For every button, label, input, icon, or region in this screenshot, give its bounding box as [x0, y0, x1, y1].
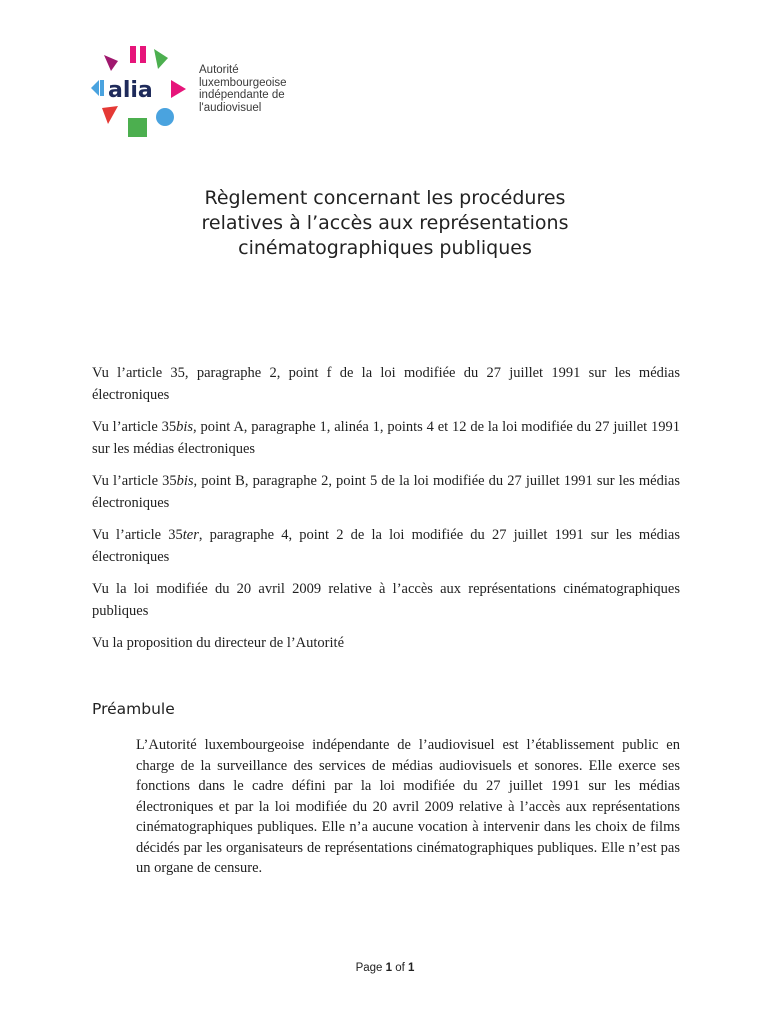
consideration-text: Vu l’article 35, paragraphe 2, point f de la loi modifiée du 27 juillet 1991 sur les médias électroniques [92, 365, 680, 403]
organization-name-line: indépendante de [199, 89, 285, 101]
consideration-text: Vu l’article 35 [92, 473, 177, 489]
consideration-suffix: ter [182, 527, 199, 543]
logo-bar-left [130, 46, 136, 63]
consideration-text: Vu l’article 35 [92, 527, 183, 543]
consideration-paragraph [92, 524, 680, 568]
consideration-paragraph [92, 362, 680, 406]
consideration-text: , paragraphe 4, point 2 de la loi modifiée du 27 juillet 1991 sur les médias électroniques [92, 527, 680, 565]
consideration-suffix: bis [176, 419, 194, 435]
considerations-list [92, 362, 680, 664]
logo-triangle-bottom-left [102, 106, 118, 124]
organization-name-line: l'audiovisuel [199, 101, 262, 114]
document-title-line: relatives à l’accès aux représentations [201, 212, 569, 234]
consideration-text: , point A, paragraphe 1, alinéa 1, points 4 et 12 de la loi modifiée du 27 juillet 1991 sur les médias électroniques [92, 419, 681, 457]
preamble-heading: Préambule [92, 700, 175, 718]
logo-triangle-top-left [104, 55, 118, 71]
consideration-text: Vu la loi modifiée du 20 avril 2009 relative à l’accès aux représentations cinématographiques publiques [92, 581, 680, 619]
preamble-text: L’Autorité luxembourgeoise indépendante de l’audiovisuel est l’établissement public en charge de la surveillance des services de médias audiovisuels et sonores. Elle exerce ses fonctions dans le cadre défini par la loi modifiée du 27 juillet 1991 sur les médias électroniques et par la loi modifiée du 20 avril 2009 relative à l’accès aux représentations cinématographiques publiques. Elle n’a aucune vocation à intervenir dans les choix de films décidés par les organisateurs de représentations cinématographiques publiques. Elle n’est pas un organe de censure. [136, 737, 680, 876]
logo-wordmark: alia [108, 78, 153, 103]
logo-square [128, 118, 147, 137]
consideration-paragraph [92, 416, 680, 460]
page-current: 1 [385, 962, 393, 974]
logo-circle [156, 108, 174, 126]
consideration-text: Vu la proposition du directeur de l’Autorité [92, 635, 345, 651]
logo-triangle-right [171, 80, 186, 98]
consideration-paragraph [92, 470, 680, 514]
consideration-text: , point B, paragraphe 2, point 5 de la loi modifiée du 27 juillet 1991 sur les médias électroniques [92, 473, 680, 511]
logo-bar-right [140, 46, 146, 63]
consideration-paragraph [92, 578, 680, 622]
logo-triangle-left [91, 80, 99, 96]
consideration-suffix: bis [176, 473, 194, 489]
logo-triangle-top-right [154, 49, 168, 69]
alia-logo [88, 44, 198, 140]
organization-name-line: Autorité [199, 64, 239, 76]
consideration-text: Vu l’article 35 [92, 419, 177, 435]
document-title [0, 186, 770, 261]
consideration-paragraph [92, 632, 680, 654]
page-total: 1 [408, 962, 415, 974]
document-title-line: cinématographiques publiques [238, 237, 532, 259]
document-title-line: Règlement concernant les procédures [204, 187, 566, 209]
organization-name [199, 64, 339, 114]
logo-bar-left-side [100, 80, 104, 96]
page-footer [0, 962, 770, 974]
of-label: of [395, 962, 405, 974]
page-label: Page [355, 962, 383, 974]
organization-name-line: luxembourgeoise [199, 76, 287, 89]
